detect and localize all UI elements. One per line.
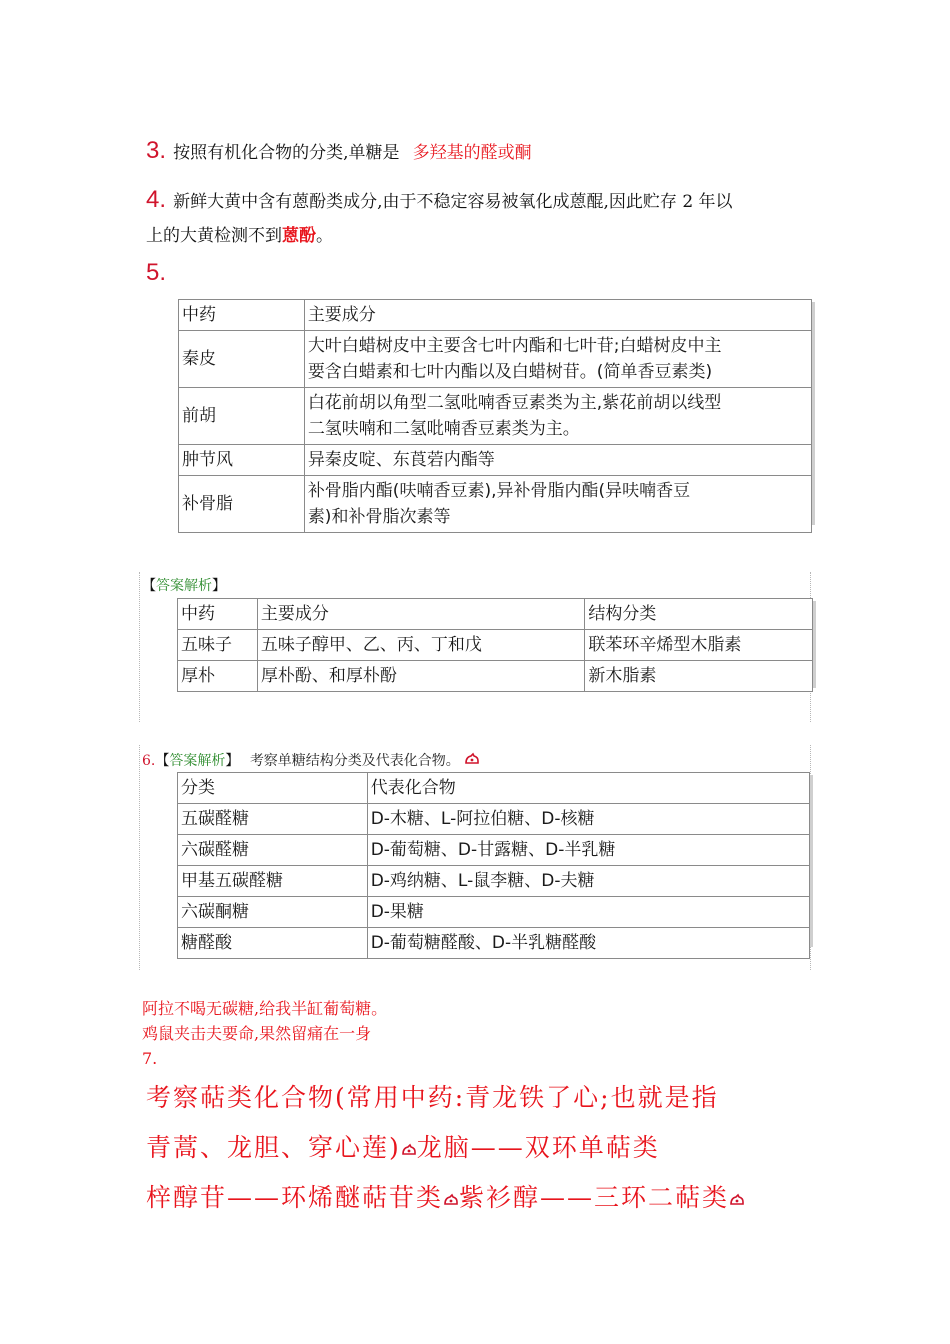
cell-line: 白花前胡以角型二氢吡喃香豆素类为主,紫花前胡以线型	[307, 393, 722, 413]
table-cell: D-葡萄糖、D-甘露糖、D-半乳糖	[367, 835, 809, 866]
question-7-number: 7.	[142, 1049, 158, 1068]
table-row	[178, 866, 810, 897]
table-header-row	[179, 300, 812, 331]
table-header-cell: 中药	[179, 300, 305, 331]
cell-line: 补骨脂内酯(呋喃香豆素),异补骨脂内酯(异呋喃香豆	[307, 481, 691, 501]
table-row	[179, 445, 812, 476]
table-row	[178, 804, 810, 835]
question-number: 3.	[146, 137, 167, 164]
mnemonic-line-2: 鸡鼠夹击夫要命,果然留痛在一身	[142, 1024, 372, 1043]
table-cell: 六碳醛糖	[178, 835, 368, 866]
label-text: 答案解析	[156, 578, 212, 594]
question-text: 新鲜大黄中含有蒽酚类成分,由于不稳定容易被氧化成蒽醌,因此贮存 2 年以	[173, 192, 733, 212]
table-cell-content	[304, 476, 811, 533]
table-cell: 五味子醇甲、乙、丙、丁和戊	[257, 630, 584, 661]
dotted-border-left	[139, 745, 140, 970]
question-5-number: 5.	[146, 259, 167, 286]
table-cell-herb: 秦皮	[179, 331, 305, 388]
cell-line: 二氢呋喃和二氢吡喃香豆素类为主。	[307, 419, 580, 439]
cell-line: 大叶白蜡树皮中主要含七叶内酯和七叶苷;白蜡树皮中主	[307, 336, 722, 356]
table-cell: D-木糖、L-阿拉伯糖、D-核糖	[367, 804, 809, 835]
table-cell-content: 异秦皮啶、东莨菪内酯等	[304, 445, 811, 476]
table-header-cell: 代表化合物	[367, 773, 809, 804]
label-text: 答案解析	[169, 753, 226, 769]
table-header-cell: 结构分类	[585, 599, 813, 630]
question-number: 6.	[142, 753, 156, 769]
hand-pointer-icon	[443, 1193, 459, 1207]
mnemonic-line-1: 阿拉不喝无碳糖,给我半缸葡萄糖。	[142, 999, 388, 1018]
text-span: 紫衫醇——三环二萜类	[459, 1183, 730, 1212]
question-text: 按照有机化合物的分类,单糖是	[173, 143, 400, 163]
table-row	[178, 897, 810, 928]
table-row	[179, 331, 812, 388]
coumarin-table	[178, 299, 812, 533]
table-cell-herb: 补骨脂	[179, 476, 305, 533]
hand-pointer-icon	[401, 1143, 417, 1157]
question-4	[146, 186, 816, 252]
question-6-header	[142, 750, 480, 770]
table-row	[178, 928, 810, 959]
bracket: 【	[142, 578, 156, 594]
table-cell: D-果糖	[367, 897, 809, 928]
question-7-line-1: 考察萜类化合物(常用中药:青龙铁了心;也就是指	[146, 1083, 719, 1112]
table-cell: 五碳醛糖	[178, 804, 368, 835]
question-text: 上的大黄检测不到	[146, 226, 282, 246]
table-cell: 甲基五碳醛糖	[178, 866, 368, 897]
table-cell: D-鸡纳糖、L-鼠李糖、D-夫糖	[367, 866, 809, 897]
question-7-line-3	[146, 1178, 745, 1214]
table-cell: 六碳酮糖	[178, 897, 368, 928]
table-cell-content	[304, 388, 811, 445]
text-span: 青蒿、龙胆、穿心莲)	[146, 1133, 401, 1162]
table-cell-herb: 肿节风	[179, 445, 305, 476]
question-number: 4.	[146, 186, 167, 213]
answer-analysis-label	[142, 575, 226, 595]
table-row	[178, 630, 813, 661]
question-intro: 考察单糖结构分类及代表化合物。	[249, 753, 460, 769]
table-header-cell: 主要成分	[304, 300, 811, 331]
table-row	[179, 388, 812, 445]
hand-pointer-icon	[729, 1193, 745, 1207]
table-cell: 联苯环辛烯型木脂素	[585, 630, 813, 661]
punctuation: 。	[316, 226, 333, 246]
table-header-row	[178, 599, 813, 630]
question-3	[146, 137, 532, 169]
monosaccharide-table	[177, 772, 810, 959]
table-row	[178, 661, 813, 692]
question-answer: 多羟基的醛或酮	[412, 143, 532, 163]
text-span: 龙脑——双环单萜类	[416, 1133, 660, 1162]
table-cell-content	[304, 331, 811, 388]
table-row	[178, 835, 810, 866]
table-header-row	[178, 773, 810, 804]
table-cell: 新木脂素	[585, 661, 813, 692]
table-cell: 五味子	[178, 630, 258, 661]
table-header-cell: 中药	[178, 599, 258, 630]
bracket: 】	[212, 578, 226, 594]
dotted-border-left	[139, 572, 140, 722]
cell-line: 要含白蜡素和七叶内酯以及白蜡树苷。(简单香豆素类)	[307, 362, 713, 382]
table-cell-herb: 前胡	[179, 388, 305, 445]
text-span: 梓醇苷——环烯醚萜苷类	[146, 1183, 444, 1212]
table-cell: 厚朴酚、和厚朴酚	[257, 661, 584, 692]
table-cell: 厚朴	[178, 661, 258, 692]
table-row	[179, 476, 812, 533]
table-cell: D-葡萄糖醛酸、D-半乳糖醛酸	[367, 928, 809, 959]
table-header-cell: 分类	[178, 773, 368, 804]
question-answer: 蒽酚	[282, 226, 316, 246]
cell-line: 素)和补骨脂次素等	[307, 507, 451, 527]
lignan-table	[177, 598, 813, 692]
question-7-line-2	[146, 1128, 660, 1164]
table-header-cell: 主要成分	[257, 599, 584, 630]
bracket: 】	[225, 753, 240, 769]
bracket: 【	[155, 753, 170, 769]
hand-pointer-icon	[464, 752, 480, 766]
table-cell: 糖醛酸	[178, 928, 368, 959]
